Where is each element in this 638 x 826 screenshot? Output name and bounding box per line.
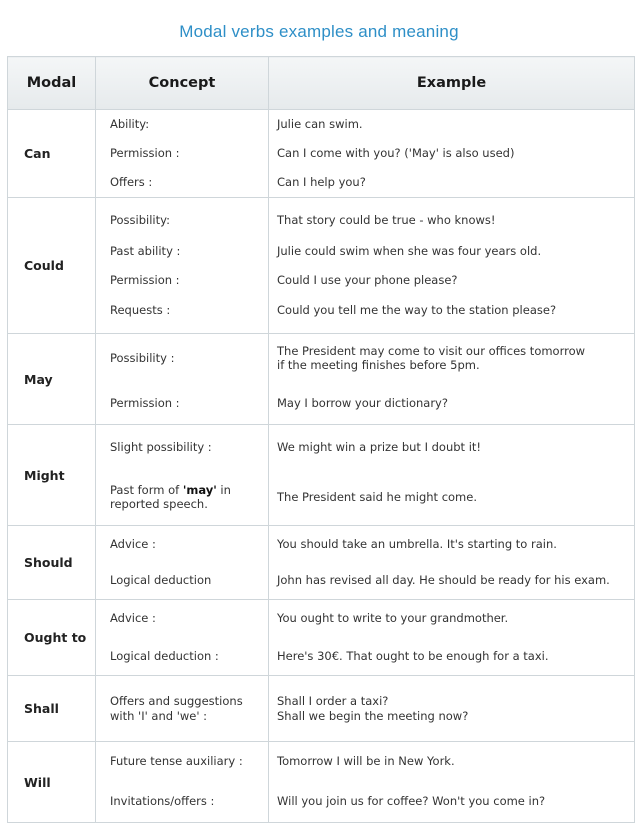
example-text-line: Can I help you? (277, 175, 366, 190)
example-text-line: The President said he might come. (277, 489, 477, 504)
concept-text (110, 562, 268, 599)
concept-bold-word: 'may' (182, 482, 217, 497)
table-row (8, 334, 635, 425)
concept-cell (96, 676, 269, 742)
modal-cell: Shall (8, 676, 96, 742)
modal-cell: Might (8, 425, 96, 526)
example-text (277, 469, 628, 525)
concept-text-line: Past ability : (110, 243, 181, 258)
example-cell (269, 526, 635, 600)
header-row (8, 57, 635, 110)
concept-text (110, 742, 268, 781)
concept-text (110, 600, 268, 637)
example-text-line: Tomorrow I will be in New York. (277, 754, 455, 769)
concept-text (110, 168, 268, 197)
concept-text-line: Permission : (110, 395, 180, 410)
modal-verbs-table (7, 56, 635, 823)
example-text (277, 110, 628, 139)
example-text-line: May I borrow your dictionary? (277, 395, 448, 410)
example-text (277, 334, 628, 382)
table-row (8, 198, 635, 334)
example-cell (269, 425, 635, 526)
example-text (277, 139, 628, 168)
modal-cell: Can (8, 110, 96, 198)
concept-cell (96, 742, 269, 823)
modal-cell: May (8, 334, 96, 425)
concept-text (110, 526, 268, 562)
example-text (277, 637, 628, 675)
concept-cell (96, 198, 269, 334)
example-cell (269, 198, 635, 334)
page-title: Modal verbs examples and meaning (179, 22, 459, 41)
concept-text-line: Ability: (110, 117, 150, 132)
example-text-line: You ought to write to your grandmother. (277, 611, 509, 626)
example-text (277, 742, 628, 781)
example-cell (269, 334, 635, 425)
example-text (277, 600, 628, 637)
example-cell (269, 600, 635, 676)
table-row (8, 110, 635, 198)
table-row (8, 676, 635, 742)
concept-text-line: Permission : (110, 146, 180, 161)
example-text-line: We might win a prize but I doubt it! (277, 439, 482, 454)
concept-text (110, 266, 268, 295)
concept-text-line: Possibility: (110, 213, 170, 228)
concept-text-line: Requests : (110, 303, 171, 318)
concept-text-line: Logical deduction : (110, 648, 219, 663)
example-text-line: Will you join us for coffee? Won't you come in? (277, 794, 546, 809)
example-text (277, 168, 628, 197)
concept-text (110, 110, 268, 139)
header-concept: Concept (96, 57, 269, 110)
concept-text (110, 382, 268, 424)
example-text-line: The President may come to visit our offices tomorrow (277, 343, 586, 358)
concept-text-line: Permission : (110, 272, 180, 287)
example-text (277, 266, 628, 295)
concept-text-line: Advice : (110, 611, 156, 626)
modal-cell: Should (8, 526, 96, 600)
modal-cell: Could (8, 198, 96, 334)
example-text (277, 676, 628, 741)
concept-text-line: Invitations/offers : (110, 794, 215, 809)
example-text-line: Could I use your phone please? (277, 272, 458, 287)
concept-cell (96, 526, 269, 600)
modal-cell: Ought to (8, 600, 96, 676)
table-row (8, 425, 635, 526)
example-cell (269, 676, 635, 742)
example-text-line: Can I come with you? ('May' is also used) (277, 146, 515, 161)
concept-text (110, 781, 268, 822)
example-cell (269, 110, 635, 198)
example-text (277, 526, 628, 562)
example-text-line: You should take an umbrella. It's starting to rain. (277, 536, 557, 551)
concept-text-line: Logical deduction (110, 573, 212, 588)
example-text (277, 781, 628, 822)
table-row (8, 600, 635, 676)
example-text (277, 205, 628, 237)
concept-text (110, 469, 268, 525)
concept-text (110, 205, 268, 237)
concept-text (110, 295, 268, 327)
concept-cell (96, 425, 269, 526)
example-text-line: Could you tell me the way to the station please? (277, 303, 557, 318)
concept-text (110, 334, 268, 382)
concept-text-part: in (216, 482, 231, 497)
concept-text (110, 237, 268, 266)
example-text-line: Julie can swim. (277, 117, 363, 132)
modal-cell: Will (8, 742, 96, 823)
example-text-line: Julie could swim when she was four years old. (277, 243, 542, 258)
concept-cell (96, 600, 269, 676)
concept-text (110, 139, 268, 168)
concept-cell (96, 334, 269, 425)
concept-cell (96, 110, 269, 198)
concept-text-line: Future tense auxiliary : (110, 754, 243, 769)
concept-text-line: Possibility : (110, 350, 175, 365)
concept-text-line: Advice : (110, 536, 156, 551)
concept-text (110, 676, 268, 741)
example-cell (269, 742, 635, 823)
table-row (8, 526, 635, 600)
concept-text-line: with 'I' and 'we' : (110, 708, 208, 723)
concept-text-line: Offers : (110, 175, 153, 190)
concept-text (110, 637, 268, 675)
table-row (8, 742, 635, 823)
example-text (277, 295, 628, 327)
example-text-line: Here's 30€. That ought to be enough for a taxi. (277, 648, 549, 663)
example-text (277, 237, 628, 266)
example-text-line: John has revised all day. He should be ready for his exam. (277, 573, 610, 588)
concept-text-part: Past form of (110, 482, 183, 497)
example-text-line: if the meeting finishes before 5pm. (277, 358, 480, 372)
table-body (8, 110, 635, 823)
example-text-line: Shall I order a taxi? (277, 694, 389, 708)
example-text (277, 562, 628, 599)
header-modal: Modal (8, 57, 96, 110)
example-text (277, 425, 628, 469)
concept-text (110, 425, 268, 469)
example-text (277, 382, 628, 424)
example-text-line: That story could be true - who knows! (277, 213, 496, 228)
example-text-line: Shall we begin the meeting now? (277, 708, 469, 723)
concept-text-line: Slight possibility : (110, 439, 212, 454)
concept-text-line: Offers and suggestions (110, 694, 243, 708)
header-example: Example (269, 57, 635, 110)
concept-text-line: reported speech. (110, 497, 208, 511)
